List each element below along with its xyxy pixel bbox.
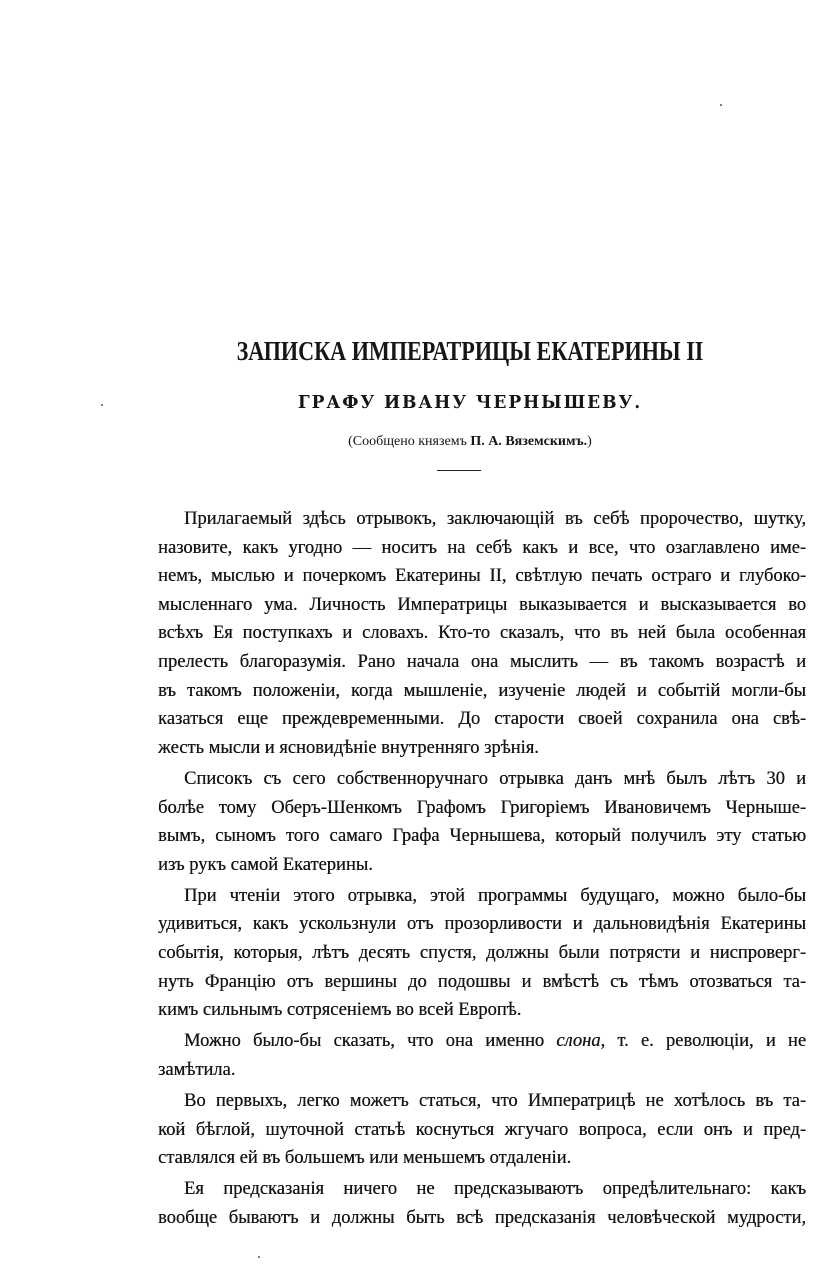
scan-speck — [720, 104, 722, 106]
text-line: При чтеніи этого отрывка, этой программы будущаго, можно было-бы — [184, 885, 806, 906]
text-line: вообще бываютъ и должны быть всѣ предсказанія человѣческой мудрости, — [158, 1207, 806, 1228]
text-line: назовите, какъ угодно — носитъ на себѣ какъ и все, что озаглавлено име- — [158, 537, 806, 558]
text-line: Ея предсказанія ничего не предсказываютъ опредѣлительнаго: какъ — [184, 1179, 806, 1200]
attribution-suffix: ) — [587, 434, 592, 449]
text-line: прелесть благоразумія. Рано начала она мыслить — въ такомъ возрастѣ и — [158, 652, 806, 672]
text-line: кимъ сильнымъ сотрясеніемъ во всей Европѣ. — [158, 1000, 522, 1021]
attribution — [0, 434, 834, 450]
scan-speck — [101, 404, 103, 406]
page-title: ЗАПИСКА ИМПЕРАТРИЦЫ ЕКАТЕРИНЫ II — [236, 336, 704, 366]
text-line: Прилагаемый здѣсь отрывокъ, заключающій въ себѣ пророчество, шутку, — [184, 509, 806, 529]
text-line: замѣтила. — [158, 1059, 236, 1080]
page-subtitle: ГРАФУ ИВАНУ ЧЕРНЫШЕВУ. — [297, 392, 643, 413]
text-line: Во первыхъ, легко можетъ статься, что Императрицѣ не хотѣлось въ та- — [184, 1091, 806, 1111]
text-line: изъ рукъ самой Екатерины. — [158, 854, 373, 875]
text-line: ставлялся ей въ большемъ или меньшемъ отдаленіи. — [158, 1148, 572, 1169]
text-line: вымъ, сыномъ того самаго Графа Чернышева, который получилъ эту статью — [158, 826, 806, 847]
text-line: казаться еще преждевременными. До старости своей сохранила она свѣ- — [158, 709, 806, 730]
text-line: Списокъ съ сего собственноручнаго отрывка данъ мнѣ былъ лѣтъ 30 и — [184, 768, 806, 789]
text-line: событія, которыя, лѣтъ десять спустя, должны были потрясти и ниспроверг- — [158, 943, 806, 963]
scan-speck — [258, 1256, 260, 1258]
attribution-name: П. А. Вяземскимъ. — [470, 434, 588, 449]
text-line: въ такомъ положеніи, когда мышленіе, изученіе людей и событій могли-бы — [158, 680, 806, 701]
text-line: болѣе тому Оберъ-Шенкомъ Графомъ Григоріемъ Ивановичемъ Чернышe- — [158, 797, 806, 818]
text-line: кой бѣглой, шуточной статьѣ коснуться жгучаго вопроса, если онъ и пред- — [158, 1119, 806, 1140]
text-line: удивиться, какъ ускользнули отъ прозорливости и дальновидѣнія Екатерины — [158, 914, 806, 935]
text-line: немъ, мыслью и почеркомъ Екатерины II, свѣтлую печать остраго и глубоко- — [158, 566, 806, 587]
text-line: жесть мысли и ясновидѣніе внутренняго зрѣнія. — [158, 737, 539, 758]
text-line: Можно было-бы сказать, что она именно слона, т. е. революціи, и не — [184, 1031, 806, 1052]
italic-word: слона — [556, 1031, 601, 1052]
text-line: нуть Францію отъ вершины до подошвы и вмѣстѣ съ тѣмъ отозваться та- — [158, 971, 806, 992]
text-line: всѣхъ Ея поступкахъ и словахъ. Кто-то сказалъ, что въ ней была особенная — [158, 623, 806, 644]
attribution-prefix: (Сообщено княземъ — [348, 434, 471, 449]
divider-rule — [437, 470, 481, 471]
text-line: мысленнаго ума. Личность Императрицы выказывается и высказывается во — [158, 594, 806, 615]
